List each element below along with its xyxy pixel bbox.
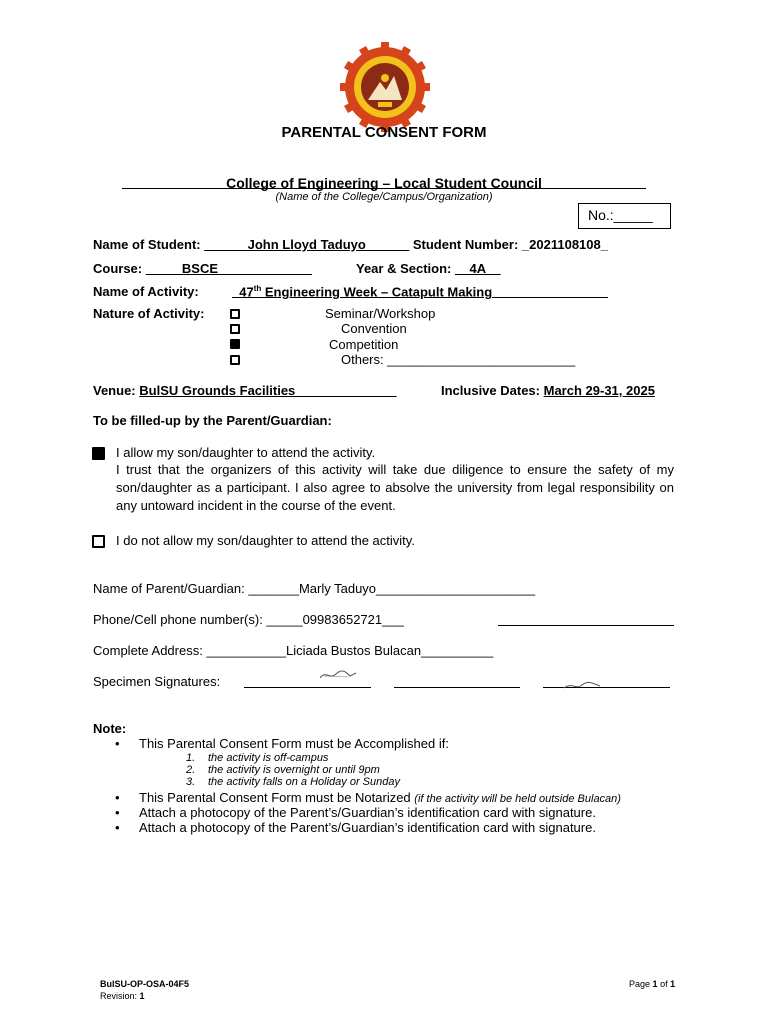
note-bullet-1 <box>115 736 120 751</box>
activity-value[interactable] <box>232 284 608 299</box>
footer-page-of: of <box>660 979 668 989</box>
number-box[interactable] <box>578 203 671 229</box>
course-row <box>93 261 312 276</box>
deny-checkbox[interactable] <box>92 535 105 548</box>
nature-checkbox-convention[interactable] <box>230 324 240 334</box>
signatures-label: Specimen Signatures: <box>93 674 221 689</box>
phone-extra-line[interactable] <box>498 625 674 626</box>
course-label: Course: <box>93 261 143 276</box>
venue-value[interactable]: BulSU Grounds Facilities______________ <box>139 383 397 398</box>
nature-option-seminar: Seminar/Workshop <box>325 306 436 321</box>
deny-line: I do not allow my son/daughter to attend the activity. <box>116 533 415 548</box>
signature-line-1[interactable] <box>244 687 371 688</box>
dates-row <box>441 383 655 398</box>
note-sub-item-2: the activity is overnight or until 9pm <box>208 764 380 776</box>
student-number-value[interactable]: _2021108108_ <box>521 237 608 252</box>
note-heading: Note: <box>93 721 127 736</box>
bullet-dot: • <box>115 820 120 835</box>
note-bullet-2 <box>115 790 120 805</box>
org-name: College of Engineering – Local Student Council <box>226 175 542 191</box>
activity-value-sup: th <box>253 284 262 293</box>
nature-checkbox-competition[interactable] <box>230 339 240 349</box>
dates-label: Inclusive Dates: <box>441 383 540 398</box>
allow-checkbox[interactable] <box>92 447 105 460</box>
note-sub-item-1: the activity is off-campus <box>208 752 329 764</box>
note-item-2 <box>139 790 621 805</box>
parent-name-line[interactable]: Name of Parent/Guardian: _______Marly Taduyo______________________ <box>93 581 536 596</box>
nature-option-others: Others: __________________________ <box>341 352 576 367</box>
venue-label: Venue: <box>93 383 136 398</box>
allow-line: I allow my son/daughter to attend the activity. <box>116 445 376 460</box>
note-item-3: Attach a photocopy of the Parent’s/Guardian’s identification card with signature. <box>139 805 596 820</box>
footer-revision-label: Revision: <box>100 991 138 1001</box>
activity-value-post: Engineering Week – Catapult Making________________ <box>261 284 608 300</box>
nature-checkbox-seminar[interactable] <box>230 309 240 319</box>
signature-line-2[interactable] <box>394 687 520 688</box>
nature-label: Nature of Activity: <box>93 306 205 321</box>
signature-scribble-1 <box>318 668 358 682</box>
bullet-dot: • <box>115 736 120 751</box>
dates-value[interactable]: March 29-31, 2025 <box>543 383 655 398</box>
allow-paragraph: I trust that the organizers of this activity will take due diligence to ensure the safety of my son/daughter as a participant. I also agree to absolve the university from legal responsibility on any untoward incident in the course of the event. <box>116 462 674 513</box>
signature-scribble-2 <box>562 680 602 692</box>
venue-row <box>93 383 397 398</box>
student-number-label: Student Number: <box>412 237 519 252</box>
footer-revision-value: 1 <box>139 991 145 1001</box>
note-sub-item-3: the activity falls on a Holiday or Sunday <box>208 776 400 788</box>
activity-label: Name of Activity: <box>93 284 199 299</box>
footer-form-code: BulSU-OP-OSA-04F5 <box>100 979 190 989</box>
bullet-dot: • <box>115 805 120 820</box>
student-name-label: Name of Student: <box>93 237 201 252</box>
form-title: PARENTAL CONSENT FORM <box>281 124 487 141</box>
activity-value-pre: _47 <box>232 284 254 300</box>
note-bullet-3 <box>115 805 120 820</box>
student-name-row <box>93 237 608 252</box>
footer-page-total: 1 <box>670 979 676 989</box>
year-section-row <box>356 261 501 276</box>
note-bullet-4 <box>115 820 120 835</box>
footer-page-pre: Page <box>629 979 651 989</box>
note-item-2-text: This Parental Consent Form must be Notarized <box>139 790 411 805</box>
year-section-value[interactable]: __4A__ <box>455 261 501 276</box>
bullet-dot: • <box>115 790 120 805</box>
nature-option-competition: Competition <box>329 337 399 352</box>
note-item-1: This Parental Consent Form must be Accomplished if: <box>139 736 449 751</box>
course-value[interactable]: _____BSCE_____________ <box>145 261 313 276</box>
note-sub-number-2: 2. <box>186 764 196 776</box>
student-name-value[interactable]: ______John Lloyd Taduyo______ <box>204 237 410 252</box>
phone-line[interactable]: Phone/Cell phone number(s): _____09983652721___ <box>93 612 404 627</box>
note-sub-number-3: 3. <box>186 776 196 788</box>
parent-section-heading: To be filled-up by the Parent/Guardian: <box>93 413 332 428</box>
university-seal-logo <box>340 42 430 132</box>
org-caption: (Name of the College/Campus/Organization) <box>275 191 493 203</box>
note-item-4: Attach a photocopy of the Parent’s/Guardian’s identification card with signature. <box>139 820 596 835</box>
year-section-label: Year & Section: <box>356 261 452 276</box>
note-item-2-italic: (if the activity will be held outside Bulacan) <box>414 793 621 805</box>
nature-checkbox-others[interactable] <box>230 355 240 365</box>
number-box-label: No.:_____ <box>588 207 653 223</box>
nature-option-convention: Convention <box>341 321 407 336</box>
activity-row <box>93 284 199 299</box>
footer-revision <box>100 991 145 1001</box>
note-sub-number-1: 1. <box>186 752 196 764</box>
footer-page-num: 1 <box>652 979 658 989</box>
footer-page-number <box>629 979 675 989</box>
address-line[interactable]: Complete Address: ___________Liciada Bustos Bulacan__________ <box>93 643 494 658</box>
